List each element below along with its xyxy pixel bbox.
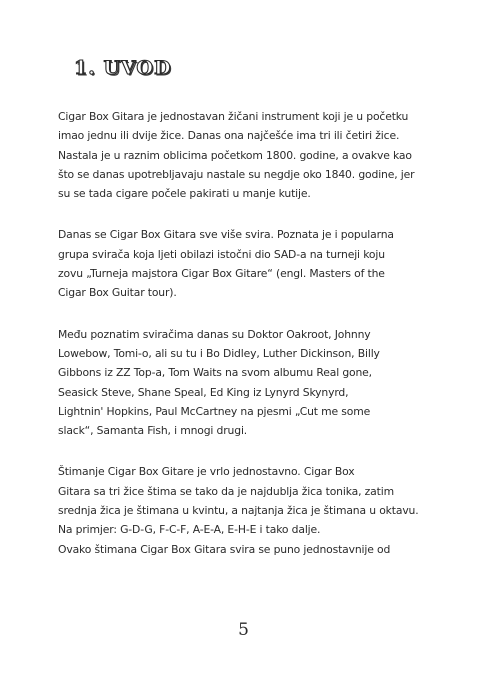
text-line: Gibbons iz ZZ Top-a, Tom Waits na svom albumu Real gone, bbox=[58, 366, 372, 380]
body-text bbox=[58, 107, 436, 581]
text-line: srednja žica je štimana u kvintu, a najtanja žica je štimana u oktavu. bbox=[58, 504, 419, 518]
text-line: Gitara sa tri žice štima se tako da je najdublja žica tonika, zatim bbox=[58, 484, 394, 498]
text-line: Na primjer: G-D-G, F-C-F, A-E-A, E-H-E i tako dalje. bbox=[58, 523, 321, 537]
chapter-heading: 1. UVOD bbox=[74, 57, 172, 79]
text-line: imao jednu ili dvije žice. Danas ona najčešće ima tri ili četiri žice. bbox=[58, 129, 400, 143]
text-line: Cigar Box Guitar tour). bbox=[58, 286, 177, 300]
text-line: Danas se Cigar Box Gitara sve više svira. Poznata je i popularna bbox=[58, 228, 394, 242]
page-number: 5 bbox=[238, 620, 249, 640]
text-line: su se tada cigare počele pakirati u manje kutije. bbox=[58, 187, 311, 201]
text-line: slack“, Samanta Fish, i mnogi drugi. bbox=[58, 424, 248, 438]
paragraph-famous-players bbox=[58, 325, 436, 441]
paragraph-history bbox=[58, 107, 436, 203]
text-line: Štimanje Cigar Box Gitare je vrlo jednostavno. Cigar Box bbox=[58, 465, 355, 479]
text-line: zovu „Turneja majstora Cigar Box Gitare“ (engl. Masters of the bbox=[58, 267, 385, 281]
paragraph-popularity bbox=[58, 225, 436, 302]
text-line: Seasick Steve, Shane Speal, Ed King iz Lynyrd Skynyrd, bbox=[58, 385, 349, 399]
text-line: Ovako štimana Cigar Box Gitara svira se puno jednostavnije od bbox=[58, 542, 391, 556]
text-line: grupa svirača koja ljeti obilazi istočni dio SAD-a na turneji koju bbox=[58, 247, 385, 261]
text-line: što se danas upotrebljavaju nastale su negdje oko 1840. godine, jer bbox=[58, 167, 415, 181]
text-line: Cigar Box Gitara je jednostavan žičani instrument koji je u početku bbox=[58, 110, 409, 123]
text-line: Nastala je u raznim oblicima početkom 1800. godine, a ovakve kao bbox=[58, 148, 412, 162]
text-line: Među poznatim sviračima danas su Doktor Oakroot, Johnny bbox=[58, 327, 371, 341]
paragraph-tuning bbox=[58, 462, 436, 558]
text-line: Lowebow, Tomi-o, ali su tu i Bo Didley, Luther Dickinson, Billy bbox=[58, 346, 380, 360]
text-line: Lightnin' Hopkins, Paul McCartney na pjesmi „Cut me some bbox=[58, 404, 371, 418]
